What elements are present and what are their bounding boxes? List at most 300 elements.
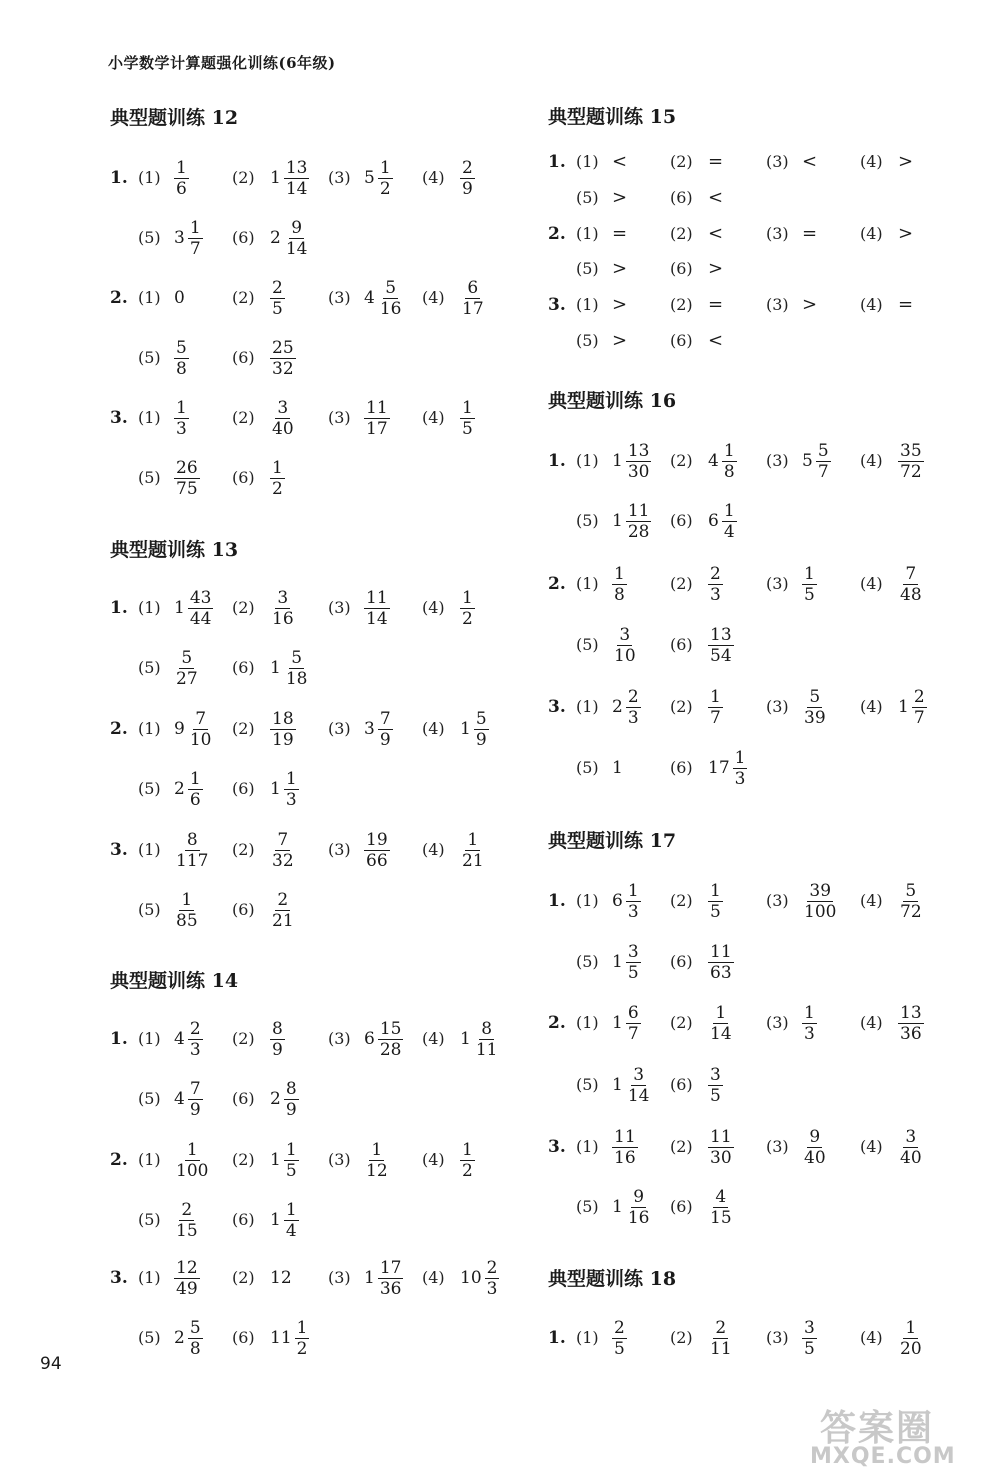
denominator: 2 [379, 178, 391, 199]
whole-number: 2 [174, 1328, 185, 1348]
fraction [626, 1187, 652, 1228]
whole-number: 3 [174, 228, 185, 248]
section-title: 典型题训练 17 [548, 830, 677, 852]
fraction [626, 687, 641, 728]
numerator: 2 [614, 1317, 625, 1338]
whole-number: 1 [612, 511, 623, 531]
fraction [174, 338, 189, 379]
sub-question-label: (5) [138, 1210, 161, 1229]
numerator: 1 [467, 829, 479, 850]
sub-question-label: (3) [328, 1150, 351, 1169]
numerator: 11 [366, 397, 388, 418]
numerator: 3 [627, 941, 639, 962]
denominator: 10 [189, 729, 212, 750]
fraction [174, 830, 210, 871]
fraction [460, 588, 475, 629]
sub-question-label: (6) [670, 1075, 693, 1094]
sub-question-label: (3) [328, 1268, 351, 1287]
sub-question-label: (4) [860, 1013, 883, 1032]
denominator: 15 [710, 1207, 732, 1228]
fraction [626, 1003, 641, 1044]
denominator: 5 [614, 1338, 625, 1359]
sub-question-label: (4) [422, 408, 445, 427]
fraction [460, 1140, 475, 1181]
sub-question-label: (4) [860, 224, 883, 243]
fraction [270, 398, 296, 439]
fraction [612, 625, 638, 666]
sub-question-label: (5) [576, 1197, 599, 1216]
numerator: 5 [176, 337, 187, 358]
sub-question-label: (4) [422, 1150, 445, 1169]
denominator: 16 [272, 608, 294, 629]
sub-question-label: (5) [138, 1328, 161, 1347]
whole-number: 6 [612, 891, 623, 911]
denominator: 16 [379, 298, 402, 319]
numerator: 1 [734, 747, 746, 768]
sub-question-label: (6) [670, 1197, 693, 1216]
fraction [722, 441, 737, 482]
fraction [708, 881, 723, 922]
whole-number: 12 [270, 1268, 292, 1288]
fraction [802, 881, 838, 922]
numerator: 12 [176, 1257, 198, 1278]
fraction [898, 1003, 924, 1044]
denominator: 9 [272, 1039, 283, 1060]
numerator: 4 [715, 1186, 727, 1207]
denominator: 3 [734, 768, 746, 789]
fraction [626, 441, 652, 482]
sub-question-label: (4) [860, 574, 883, 593]
numerator: 2 [277, 889, 289, 910]
denominator: 14 [627, 1085, 650, 1106]
comparison-symbol: = [898, 294, 914, 315]
sub-question-label: (4) [860, 697, 883, 716]
sub-question-label: (5) [576, 952, 599, 971]
denominator: 5 [627, 962, 639, 983]
denominator: 14 [285, 238, 308, 259]
fraction [708, 564, 723, 605]
fraction [802, 564, 817, 605]
question-number: 3. [548, 697, 566, 717]
denominator: 19 [272, 729, 294, 750]
section-title: 典型题训练 14 [110, 970, 239, 992]
sub-question-label: (5) [138, 468, 161, 487]
fraction [708, 687, 723, 728]
whole-number: 5 [802, 451, 813, 471]
denominator: 11 [475, 1039, 498, 1060]
fraction [474, 709, 489, 750]
sub-question-label: (3) [766, 697, 789, 716]
denominator: 10 [614, 645, 636, 666]
denominator: 40 [804, 1147, 826, 1168]
numerator: 1 [723, 500, 735, 521]
comparison-symbol: < [708, 330, 724, 351]
fraction [898, 1127, 924, 1168]
denominator: 54 [710, 645, 732, 666]
fraction [188, 1019, 203, 1060]
whole-number: 1 [364, 1268, 375, 1288]
page-header: 小学数学计算题强化训练(6年级) [108, 54, 336, 72]
sub-question-label: (1) [576, 1137, 599, 1156]
whole-number: 4 [174, 1089, 185, 1109]
denominator: 40 [900, 1147, 922, 1168]
fraction [460, 830, 486, 871]
sub-question-label: (1) [138, 840, 161, 859]
denominator: 16 [614, 1147, 636, 1168]
denominator: 28 [627, 521, 650, 542]
sub-question-label: (1) [576, 574, 599, 593]
sub-question-label: (2) [670, 1013, 693, 1032]
fraction [378, 1019, 404, 1060]
sub-question-label: (3) [766, 1137, 789, 1156]
fraction [378, 709, 393, 750]
fraction [708, 1065, 723, 1106]
numerator: 11 [710, 1126, 732, 1147]
fraction [708, 1187, 734, 1228]
sub-question-label: (6) [670, 331, 693, 350]
denominator: 7 [710, 707, 721, 728]
sub-question-label: (6) [232, 1210, 255, 1229]
watermark-text-bottom: MXQE.COM [810, 1444, 956, 1469]
sub-question-label: (1) [576, 224, 599, 243]
numerator: 1 [710, 686, 721, 707]
denominator: 32 [272, 358, 294, 379]
whole-number: 10 [460, 1268, 482, 1288]
sub-question-label: (6) [232, 1328, 255, 1347]
numerator: 15 [379, 1018, 402, 1039]
denominator: 30 [710, 1147, 732, 1168]
numerator: 39 [809, 880, 832, 901]
sub-question-label: (5) [576, 259, 599, 278]
numerator: 13 [710, 624, 732, 645]
sub-question-label: (2) [232, 1029, 255, 1048]
fraction [364, 830, 390, 871]
sub-question-label: (2) [670, 152, 693, 171]
denominator: 72 [900, 901, 922, 922]
denominator: 2 [462, 1160, 473, 1181]
numerator: 5 [817, 440, 829, 461]
denominator: 8 [614, 584, 625, 605]
sub-question-label: (3) [766, 224, 789, 243]
sub-question-label: (6) [670, 188, 693, 207]
sub-question-label: (6) [232, 779, 255, 798]
sub-question-label: (2) [670, 697, 693, 716]
sub-question-label: (4) [860, 451, 883, 470]
numerator: 1 [296, 1317, 308, 1338]
fraction [188, 218, 203, 259]
whole-number: 1 [612, 1013, 623, 1033]
watermark-logo [800, 1400, 990, 1472]
numerator: 35 [900, 440, 922, 461]
denominator: 7 [817, 461, 829, 482]
denominator: 7 [627, 1023, 639, 1044]
sub-question-label: (6) [670, 758, 693, 777]
sub-question-label: (1) [576, 451, 599, 470]
fraction [270, 278, 285, 319]
fraction [708, 1003, 734, 1044]
fraction [364, 398, 390, 439]
denominator: 8 [189, 1338, 201, 1359]
numerator: 7 [189, 1078, 201, 1099]
denominator: 32 [272, 850, 294, 871]
numerator: 2 [181, 1199, 193, 1220]
sub-question-label: (3) [766, 295, 789, 314]
denominator: 8 [176, 358, 187, 379]
sub-question-label: (1) [576, 1328, 599, 1347]
fraction [460, 398, 475, 439]
fraction [802, 687, 828, 728]
numerator: 2 [627, 686, 639, 707]
numerator: 3 [710, 1064, 721, 1085]
sub-question-label: (6) [232, 348, 255, 367]
numerator: 3 [905, 1126, 917, 1147]
sub-question-label: (1) [138, 1029, 161, 1048]
question-number: 2. [110, 288, 128, 308]
sub-question-label: (4) [422, 598, 445, 617]
sub-question-label: (4) [860, 1328, 883, 1347]
denominator: 27 [176, 668, 198, 689]
section-title: 典型题训练 15 [548, 106, 677, 128]
sub-question-label: (5) [576, 331, 599, 350]
numerator: 3 [277, 587, 289, 608]
question-number: 3. [110, 1268, 128, 1288]
numerator: 5 [181, 647, 193, 668]
numerator: 7 [379, 708, 391, 729]
comparison-symbol: > [612, 258, 628, 279]
denominator: 100 [176, 1160, 209, 1181]
question-number: 2. [548, 1013, 566, 1033]
denominator: 9 [379, 729, 391, 750]
denominator: 28 [379, 1039, 402, 1060]
fraction [816, 441, 831, 482]
sub-question-label: (1) [138, 1150, 161, 1169]
question-number: 1. [548, 451, 566, 471]
fraction [174, 648, 200, 689]
denominator: 3 [285, 789, 297, 810]
denominator: 4 [723, 521, 735, 542]
numerator: 3 [804, 1317, 815, 1338]
numerator: 1 [181, 889, 193, 910]
numerator: 18 [272, 708, 294, 729]
denominator: 49 [176, 1278, 198, 1299]
numerator: 3 [277, 397, 289, 418]
denominator: 16 [627, 1207, 650, 1228]
whole-number: 1 [612, 952, 623, 972]
whole-number: 1 [270, 1210, 281, 1230]
denominator: 9 [475, 729, 487, 750]
denominator: 3 [176, 418, 187, 439]
sub-question-label: (1) [138, 719, 161, 738]
sub-question-label: (3) [766, 574, 789, 593]
sub-question-label: (5) [138, 900, 161, 919]
numerator: 7 [905, 563, 917, 584]
question-number: 1. [110, 598, 128, 618]
numerator: 13 [285, 157, 308, 178]
whole-number: 1 [174, 598, 185, 618]
comparison-symbol: = [802, 223, 818, 244]
fraction [174, 458, 200, 499]
question-number: 3. [110, 408, 128, 428]
comparison-symbol: = [708, 294, 724, 315]
question-number: 1. [110, 1029, 128, 1049]
sub-question-label: (1) [576, 697, 599, 716]
numerator: 1 [285, 1139, 297, 1160]
fraction [378, 278, 404, 319]
denominator: 6 [176, 178, 187, 199]
numerator: 7 [277, 829, 289, 850]
numerator: 5 [385, 277, 397, 298]
section-title: 典型题训练 18 [548, 1268, 677, 1290]
whole-number: 1 [612, 1075, 623, 1095]
fraction [270, 588, 296, 629]
whole-number: 17 [708, 758, 730, 778]
fraction [284, 1200, 299, 1241]
sub-question-label: (3) [328, 288, 351, 307]
fraction [174, 158, 189, 199]
fraction [898, 881, 924, 922]
fraction [708, 625, 734, 666]
section-title: 典型题训练 13 [110, 539, 239, 561]
whole-number: 2 [270, 1089, 281, 1109]
denominator: 12 [366, 1160, 388, 1181]
fraction [898, 564, 924, 605]
numerator: 2 [272, 277, 283, 298]
fraction [626, 501, 652, 542]
fraction [270, 458, 285, 499]
fraction [188, 1079, 203, 1120]
sub-question-label: (2) [232, 1150, 255, 1169]
comparison-symbol: > [802, 294, 818, 315]
denominator: 14 [285, 178, 308, 199]
numerator: 2 [913, 686, 925, 707]
numerator: 1 [285, 768, 297, 789]
denominator: 5 [804, 1338, 815, 1359]
denominator: 39 [804, 707, 826, 728]
denominator: 9 [285, 1099, 297, 1120]
sub-question-label: (2) [232, 840, 255, 859]
denominator: 21 [272, 910, 294, 931]
denominator: 44 [189, 608, 212, 629]
page-number: 94 [40, 1354, 62, 1374]
sub-question-label: (6) [670, 635, 693, 654]
fraction [284, 648, 310, 689]
sub-question-label: (1) [576, 295, 599, 314]
fraction [802, 1003, 817, 1044]
whole-number: 1 [270, 168, 281, 188]
numerator: 1 [272, 457, 283, 478]
question-number: 3. [548, 295, 566, 315]
whole-number: 5 [364, 168, 375, 188]
denominator: 4 [285, 1220, 297, 1241]
numerator: 3 [633, 1064, 645, 1085]
fraction [284, 158, 310, 199]
fraction [270, 1019, 285, 1060]
whole-number: 1 [270, 1150, 281, 1170]
numerator: 8 [285, 1078, 297, 1099]
comparison-symbol: = [612, 223, 628, 244]
numerator: 3 [619, 624, 631, 645]
numerator: 1 [627, 880, 639, 901]
denominator: 3 [710, 584, 721, 605]
sub-question-label: (3) [328, 408, 351, 427]
whole-number: 3 [364, 719, 375, 739]
sub-question-label: (2) [670, 451, 693, 470]
denominator: 2 [272, 478, 283, 499]
fraction [174, 398, 189, 439]
sub-question-label: (3) [328, 840, 351, 859]
fraction [485, 1258, 500, 1299]
sub-question-label: (2) [670, 1137, 693, 1156]
fraction [612, 1318, 627, 1359]
denominator: 5 [462, 418, 473, 439]
denominator: 21 [462, 850, 484, 871]
numerator: 1 [462, 397, 473, 418]
fraction [626, 942, 641, 983]
sub-question-label: (2) [232, 168, 255, 187]
fraction [474, 1019, 500, 1060]
sub-question-label: (6) [232, 658, 255, 677]
numerator: 26 [176, 457, 198, 478]
denominator: 2 [462, 608, 473, 629]
fraction [174, 1140, 210, 1181]
fraction [188, 769, 203, 810]
question-number: 2. [548, 224, 566, 244]
comparison-symbol: > [612, 330, 628, 351]
denominator: 63 [710, 962, 732, 983]
whole-number: 1 [460, 1029, 471, 1049]
sub-question-label: (3) [328, 1029, 351, 1048]
fraction [270, 338, 296, 379]
sub-question-label: (6) [232, 468, 255, 487]
numerator: 1 [176, 157, 187, 178]
sub-question-label: (2) [232, 598, 255, 617]
sub-question-label: (5) [138, 228, 161, 247]
denominator: 100 [804, 901, 837, 922]
numerator: 11 [614, 1126, 636, 1147]
fraction [626, 1065, 652, 1106]
numerator: 7 [195, 708, 207, 729]
numerator: 1 [462, 1139, 473, 1160]
fraction [295, 1318, 310, 1359]
numerator: 11 [627, 500, 650, 521]
question-number: 1. [110, 168, 128, 188]
fraction [284, 1140, 299, 1181]
denominator: 14 [366, 608, 388, 629]
comparison-symbol: = [708, 151, 724, 172]
question-number: 1. [548, 152, 566, 172]
comparison-symbol: > [898, 151, 914, 172]
denominator: 72 [900, 461, 922, 482]
fraction [174, 1258, 200, 1299]
numerator: 1 [710, 880, 721, 901]
sub-question-label: (1) [138, 598, 161, 617]
numerator: 8 [272, 1018, 283, 1039]
fraction [284, 218, 310, 259]
numerator: 8 [186, 829, 198, 850]
sub-question-label: (5) [576, 635, 599, 654]
section-title: 典型题训练 12 [110, 107, 239, 129]
fraction [722, 501, 737, 542]
whole-number: 1 [460, 719, 471, 739]
numerator: 11 [710, 941, 732, 962]
numerator: 5 [475, 708, 487, 729]
denominator: 66 [366, 850, 388, 871]
denominator: 36 [900, 1023, 922, 1044]
sub-question-label: (2) [232, 288, 255, 307]
comparison-symbol: > [898, 223, 914, 244]
denominator: 3 [627, 901, 639, 922]
section-title: 典型题训练 16 [548, 390, 677, 412]
